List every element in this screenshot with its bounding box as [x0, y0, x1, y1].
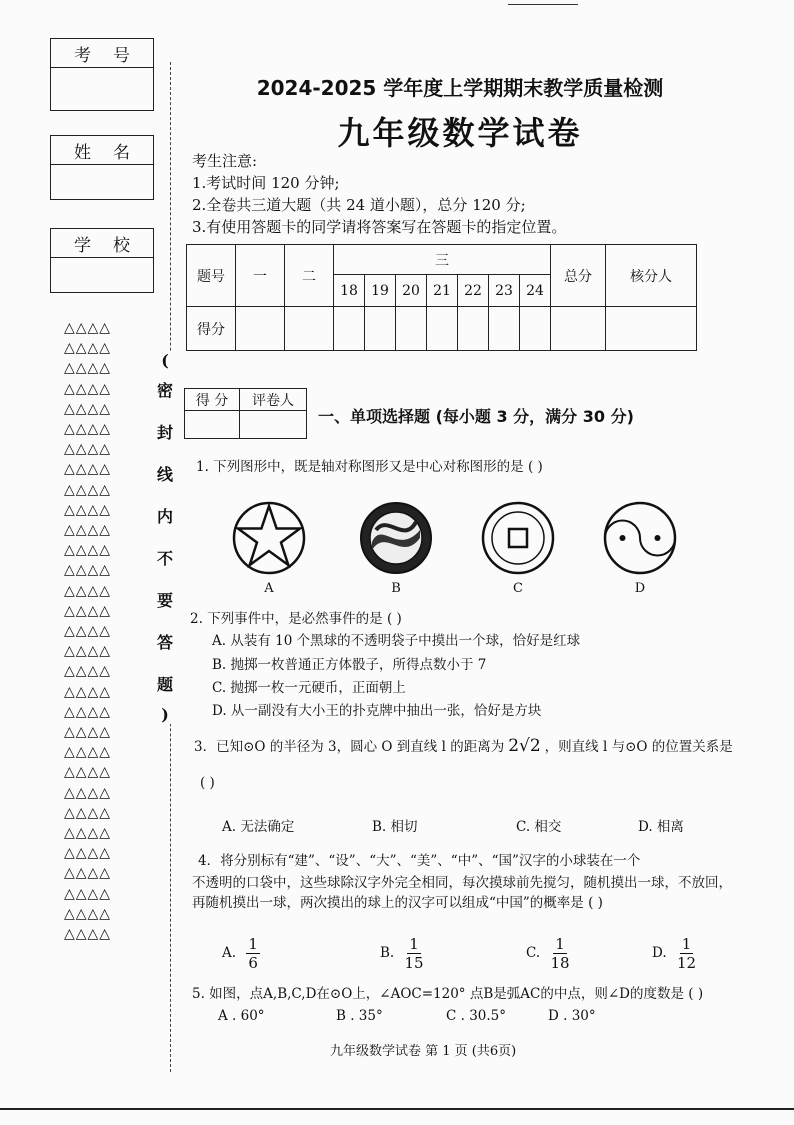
- triangle-row: △△△△: [64, 825, 112, 842]
- header-total: 总分: [551, 245, 606, 307]
- fraction: $\frac{1}{12}$: [676, 935, 697, 972]
- triangle-row: △△△△: [64, 421, 112, 438]
- question-4-line-2: 不透明的口袋中，这些球除汉字外完全相同，每次摸球前先搅匀，随机摸出一球，不放回，: [192, 875, 732, 891]
- question-2-option-c: C. 抛掷一枚一元硬币，正面朝上: [212, 680, 406, 696]
- score-cell[interactable]: [551, 307, 606, 351]
- triangle-row: △△△△: [64, 905, 112, 922]
- triangle-row: △△△△: [64, 784, 112, 801]
- triangle-row: △△△△: [64, 360, 112, 377]
- school-field[interactable]: [51, 258, 153, 292]
- seal-char: 要: [156, 591, 173, 610]
- header-q19: 19: [365, 275, 396, 307]
- score-cell[interactable]: [606, 307, 697, 351]
- grader-table: [184, 388, 307, 439]
- figure-d-yin-yang: [602, 500, 678, 576]
- name-box: [50, 135, 154, 200]
- triangle-row: △△△△: [64, 744, 112, 761]
- note-item: 2.全卷共三道大题（共 24 道小题），总分 120 分;: [192, 196, 526, 214]
- figure-a-star-in-circle: [231, 500, 307, 576]
- seal-char: 封: [156, 423, 173, 442]
- header-checker: 核分人: [606, 245, 697, 307]
- note-item: 3.有使用答题卡的同学请将答案写在答题卡的指定位置。: [192, 218, 567, 236]
- triangle-row: △△△△: [64, 683, 112, 700]
- score-cell[interactable]: [396, 307, 427, 351]
- score-table: [186, 244, 697, 351]
- figure-label-b: B: [391, 581, 401, 596]
- triangle-row: △△△△: [64, 804, 112, 821]
- header-q23: 23: [489, 275, 520, 307]
- question-2-option-a: A. 从装有 10 个黑球的不透明袋子中摸出一个球，恰好是红球: [212, 633, 581, 649]
- fraction: $\frac{1}{6}$: [248, 935, 258, 972]
- triangle-row: △△△△: [64, 724, 112, 741]
- triangle-row: △△△△: [64, 845, 112, 862]
- grader-score-cell[interactable]: [185, 411, 240, 439]
- question-5-option-b: B . 35°: [336, 1008, 383, 1024]
- question-4-line-3: 再随机摸出一球，两次摸出的球上的汉字可以组成“中国”的概率是 ( ): [192, 895, 603, 911]
- grader-name-cell[interactable]: [240, 411, 307, 439]
- triangle-row: △△△△: [64, 582, 112, 599]
- score-cell[interactable]: [458, 307, 489, 351]
- row-defen: 得分: [187, 307, 236, 351]
- seal-char: ): [161, 705, 169, 724]
- question-3-stem: 3．已知⊙O 的半径为 3，圆心 O 到直线 l 的距离为 2√2 ，则直线 l 与⊙O 的位置关系是: [194, 736, 733, 756]
- triangle-column: [64, 318, 144, 944]
- triangle-row: △△△△: [64, 522, 112, 539]
- seal-char: 密: [156, 381, 173, 400]
- triangle-row: △△△△: [64, 340, 112, 357]
- triangle-row: △△△△: [64, 380, 112, 397]
- triangle-row: △△△△: [64, 865, 112, 882]
- figure-label-d: D: [634, 581, 646, 596]
- seal-line-text: [154, 352, 176, 724]
- question-4-option-b: B. $\frac{1}{15}$: [380, 935, 424, 972]
- question-5-option-a: A . 60°: [218, 1008, 265, 1024]
- score-cell[interactable]: [365, 307, 396, 351]
- header-q18: 18: [334, 275, 365, 307]
- figure-label-c: C: [513, 581, 523, 596]
- fraction: $\frac{1}{18}$: [550, 935, 570, 972]
- header-q22: 22: [458, 275, 489, 307]
- question-3-paren: ( ): [200, 775, 215, 791]
- seal-char: 题: [156, 675, 173, 694]
- triangle-row: △△△△: [64, 602, 112, 619]
- score-cell[interactable]: [236, 307, 285, 351]
- question-5-option-c: C . 30.5°: [446, 1008, 507, 1024]
- bottom-rule: [0, 1108, 794, 1110]
- exam-title: 2024-2025 学年度上学期期末教学质量检测: [256, 76, 664, 100]
- exam-number-label: 考 号: [51, 39, 153, 68]
- figure-c-coin: [480, 500, 556, 576]
- question-2-option-b: B. 抛掷一枚普通正方体骰子，所得点数小于 7: [212, 657, 487, 673]
- score-cell[interactable]: [520, 307, 551, 351]
- figure-label-a: A: [264, 581, 274, 596]
- school-box: [50, 228, 154, 293]
- top-edge-line: [508, 4, 578, 5]
- triangle-row: △△△△: [64, 623, 112, 640]
- seal-char: 答: [156, 633, 173, 652]
- triangle-row: △△△△: [64, 542, 112, 559]
- header-q24: 24: [520, 275, 551, 307]
- question-5-option-d: D . 30°: [548, 1008, 596, 1024]
- question-4-option-d: D. $\frac{1}{12}$: [652, 935, 697, 972]
- triangle-row: △△△△: [64, 926, 112, 943]
- score-cell[interactable]: [285, 307, 334, 351]
- triangle-row: △△△△: [64, 441, 112, 458]
- triangle-row: △△△△: [64, 663, 112, 680]
- name-label: 姓 名: [51, 136, 153, 165]
- question-3-option-c: C. 相交: [516, 819, 562, 835]
- triangle-row: △△△△: [64, 481, 112, 498]
- figure-b-wave-circle: [358, 500, 434, 576]
- header-tihao: 题号: [187, 245, 236, 307]
- triangle-row: △△△△: [64, 461, 112, 478]
- score-cell[interactable]: [427, 307, 458, 351]
- triangle-row: △△△△: [64, 703, 112, 720]
- seal-char: (: [161, 351, 169, 370]
- school-label: 学 校: [51, 229, 153, 258]
- question-4-line-1: 4．将分别标有“建”、“设”、“大”、“美”、“中”、“国”汉字的小球装在一个: [198, 853, 641, 869]
- question-2-stem: 2. 下列事件中，是必然事件的是 ( ): [190, 611, 402, 627]
- question-3-option-a: A. 无法确定: [222, 819, 295, 835]
- triangle-row: △△△△: [64, 320, 112, 336]
- header-section-2: 二: [285, 245, 334, 307]
- triangle-row: △△△△: [64, 501, 112, 518]
- seal-char: 内: [156, 507, 173, 526]
- grader-name-label: 评卷人: [240, 389, 307, 411]
- candidate-notes: [192, 150, 566, 238]
- grader-defen-label: 得 分: [185, 389, 240, 411]
- header-q21: 21: [427, 275, 458, 307]
- triangle-row: △△△△: [64, 562, 112, 579]
- section-1-title: 一、单项选择题 (每小题 3 分，满分 30 分): [318, 407, 634, 426]
- fraction: $\frac{1}{15}$: [404, 935, 424, 972]
- radical-2-sqrt-2: 2√2: [508, 736, 541, 756]
- seal-char: 不: [156, 549, 173, 568]
- header-q20: 20: [396, 275, 427, 307]
- score-cell[interactable]: [334, 307, 365, 351]
- question-4-option-c: C. $\frac{1}{18}$: [526, 935, 570, 972]
- triangle-row: △△△△: [64, 885, 112, 902]
- question-2-option-d: D. 从一副没有大小王的扑克牌中抽出一张，恰好是方块: [212, 703, 542, 719]
- question-3-option-d: D. 相离: [638, 819, 684, 835]
- page-footer: 九年级数学试卷 第 1 页 (共6页): [330, 1044, 517, 1059]
- exam-number-box: [50, 38, 154, 111]
- header-section-1: 一: [236, 245, 285, 307]
- header-section-3: 三: [334, 245, 551, 275]
- exam-subtitle: 九年级数学试卷: [337, 114, 583, 152]
- triangle-row: △△△△: [64, 400, 112, 417]
- exam-number-field[interactable]: [51, 68, 153, 110]
- notes-heading: 考生注意:: [192, 152, 258, 170]
- seal-char: 线: [156, 465, 173, 484]
- score-cell[interactable]: [489, 307, 520, 351]
- question-1-stem: 1. 下列图形中，既是轴对称图形又是中心对称图形的是 ( ): [196, 459, 543, 475]
- question-5-stem: 5. 如图，点A,B,C,D在⊙O上，∠AOC=120° 点B是弧AC的中点，则∠D的度数是 ( ): [192, 986, 704, 1002]
- name-field[interactable]: [51, 165, 153, 199]
- question-3-option-b: B. 相切: [372, 819, 418, 835]
- triangle-row: △△△△: [64, 643, 112, 660]
- note-item: 1.考试时间 120 分钟;: [192, 174, 340, 192]
- triangle-row: △△△△: [64, 764, 112, 781]
- question-4-option-a: A. $\frac{1}{6}$: [222, 935, 258, 972]
